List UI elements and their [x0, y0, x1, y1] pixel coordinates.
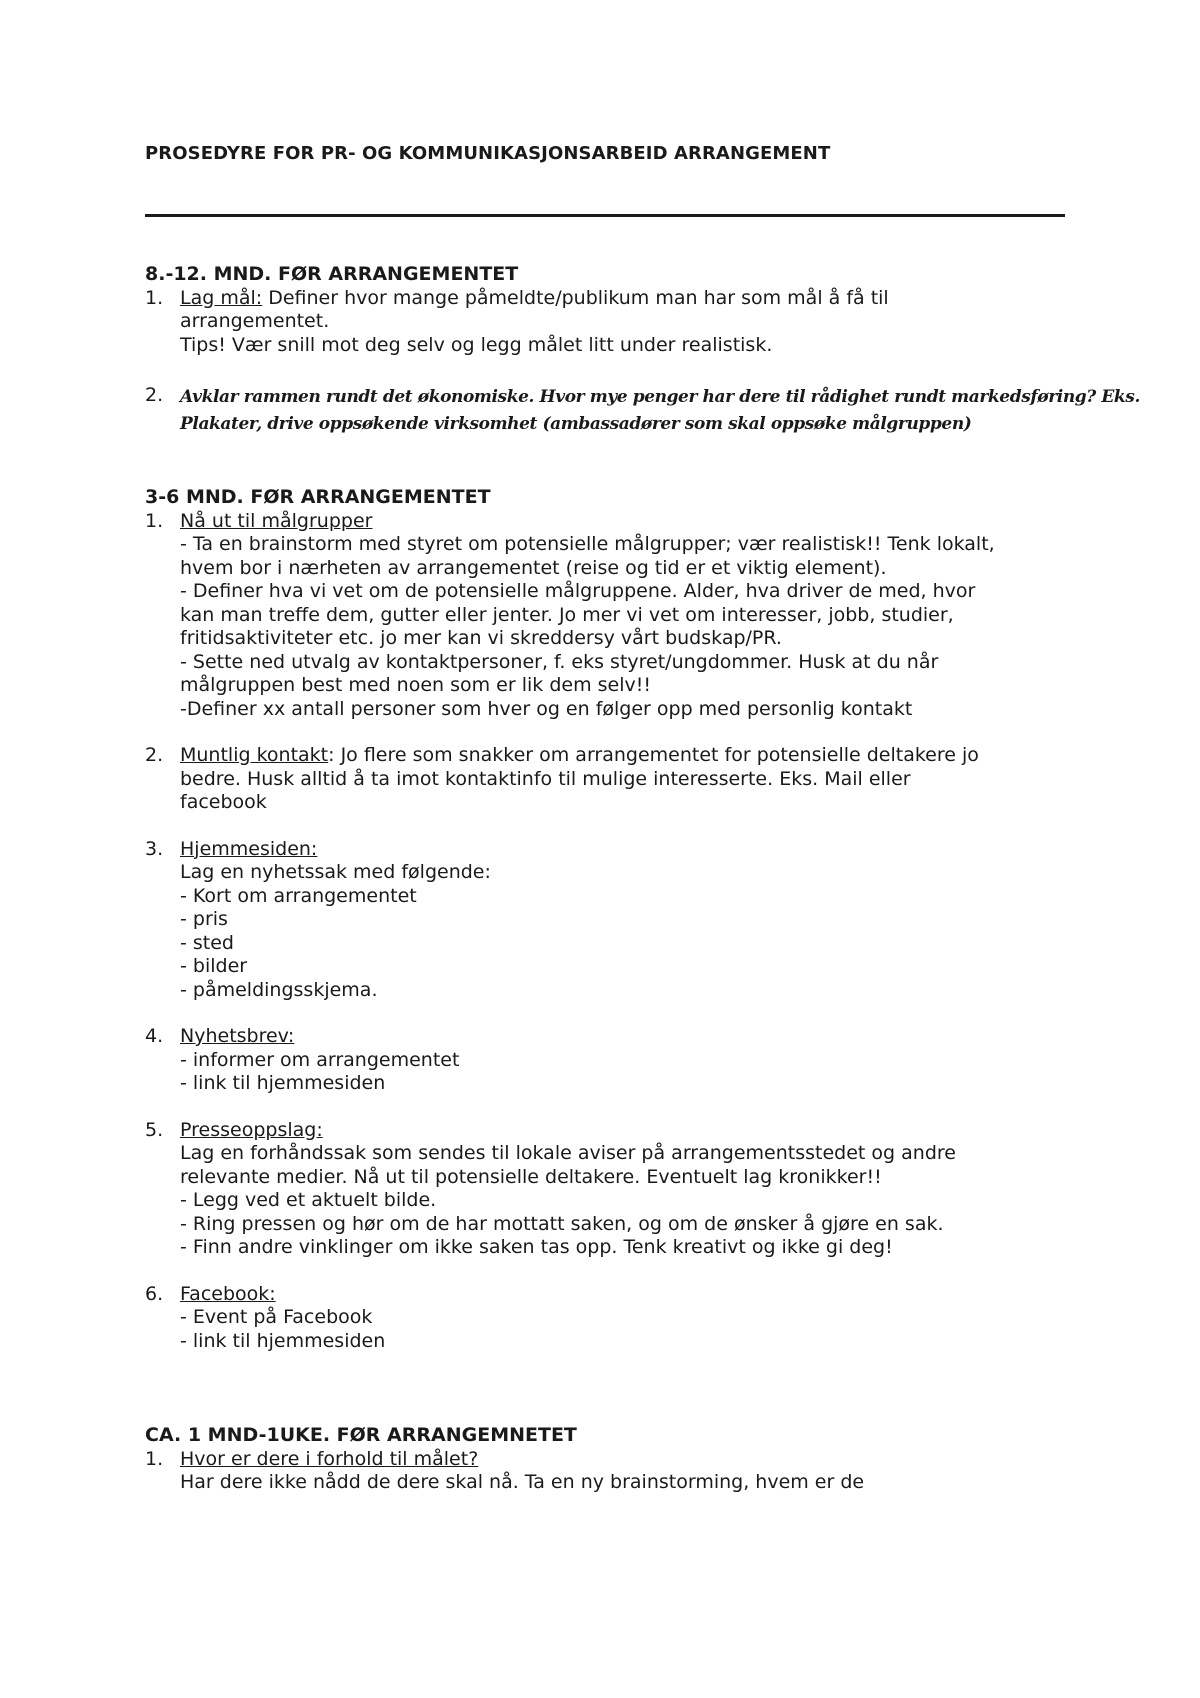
item-line: - Sette ned utvalg av kontaktpersoner, f. eks styret/ungdommer. Husk at du når: [180, 650, 939, 673]
section-list: [145, 286, 1140, 439]
item-number: 1.: [145, 286, 164, 309]
item-line: Plakater, drive oppsøkende virksomhet (ambassadører som skal oppsøke målgruppen): [180, 414, 972, 434]
section-heading: 3-6 MND. FØR ARRANGEMENTET: [145, 486, 491, 508]
section-heading: CA. 1 MND-1UKE. FØR ARRANGEMNETET: [145, 1424, 577, 1446]
section-8-12-months: [145, 263, 1140, 438]
item-line: arrangementet.: [180, 310, 330, 332]
list-item: [145, 510, 1075, 722]
item-line: Lag en nyhetssak med følgende:: [180, 861, 491, 883]
item-label: Hjemmesiden:: [180, 837, 318, 860]
item-line: Lag en forhåndssak som sendes til lokale aviser på arrangementsstedet og andre: [180, 1142, 956, 1164]
section-list: [145, 1448, 1075, 1495]
title-divider: [145, 214, 1065, 217]
item-line: - Ta en brainstorm med styret om potensielle målgrupper; vær realistisk!! Tenk lokalt,: [180, 533, 995, 555]
list-item: [145, 1119, 1075, 1260]
list-item: [145, 838, 1075, 1003]
item-number: 1.: [145, 1447, 164, 1470]
list-item: [145, 744, 1075, 815]
item-line: kan man treffe dem, gutter eller jenter. Jo mer vi vet om interesser, jobb, studier,: [180, 603, 954, 626]
item-line: - Kort om arrangementet: [180, 884, 417, 907]
item-line: - Legg ved et aktuelt bilde.: [180, 1189, 437, 1211]
item-line: - pris: [180, 908, 228, 930]
item-number: 5.: [145, 1118, 164, 1141]
item-line: - bilder: [180, 955, 248, 977]
section-list: [145, 510, 1075, 1354]
item-label: Presseoppslag:: [180, 1118, 323, 1141]
list-item: [145, 287, 1075, 358]
item-number: 2.: [145, 384, 164, 406]
item-line: - link til hjemmesiden: [180, 1329, 386, 1352]
item-line: - link til hjemmesiden: [180, 1072, 386, 1094]
item-line: Tips! Vær snill mot deg selv og legg målet litt under realistisk.: [180, 333, 773, 356]
item-label: Nå ut til målgrupper: [180, 509, 373, 532]
item-line: - Definer hva vi vet om de potensielle målgruppene. Alder, hva driver de med, hvor: [180, 580, 976, 602]
item-number: 1.: [145, 509, 164, 532]
item-line: - informer om arrangementet: [180, 1048, 460, 1071]
item-number: 4.: [145, 1025, 164, 1047]
item-line: bedre. Husk alltid å ta imot kontaktinfo til mulige interesserte. Eks. Mail eller: [180, 767, 911, 790]
item-line: fritidsaktiviteter etc. jo mer kan vi skreddersy vårt budskap/PR.: [180, 627, 782, 649]
list-item: [145, 1448, 1075, 1495]
item-line: Avklar rammen rundt det økonomiske. Hvor mye penger har dere til rådighet rundt markedsføring? Eks.: [180, 387, 1140, 407]
section-1-month-1-week: [145, 1424, 1075, 1495]
item-label: Facebook:: [180, 1282, 276, 1305]
item-line: hvem bor i nærheten av arrangementet (reise og tid er et viktig element).: [180, 556, 887, 579]
document-title: PROSEDYRE FOR PR- OG KOMMUNIKASJONSARBEID ARRANGEMENT: [145, 143, 831, 164]
item-line: relevante medier. Nå ut til potensielle deltakere. Eventuelt lag kronikker!!: [180, 1165, 882, 1188]
item-line: - sted: [180, 931, 234, 954]
item-text: Definer hvor mange påmeldte/publikum man har som mål å få til: [262, 286, 889, 309]
item-line: -Definer xx antall personer som hver og en følger opp med personlig kontakt: [180, 697, 913, 720]
item-line: - Ring pressen og hør om de har mottatt saken, og om de ønsker å gjøre en sak.: [180, 1212, 944, 1235]
list-item: [145, 1283, 1075, 1354]
item-line: facebook: [180, 791, 267, 813]
section-3-6-months: [145, 486, 1075, 1353]
item-line: - Finn andre vinklinger om ikke saken tas opp. Tenk kreativt og ikke gi deg!: [180, 1236, 893, 1258]
list-item: [145, 384, 1140, 438]
section-heading: 8.-12. MND. FØR ARRANGEMENTET: [145, 263, 519, 285]
document-body: [145, 263, 1140, 1495]
item-line: - påmeldingsskjema.: [180, 978, 378, 1001]
item-line: - Event på Facebook: [180, 1306, 373, 1328]
item-label: Muntlig kontakt: [180, 744, 329, 766]
item-number: 2.: [145, 744, 164, 766]
item-label: Lag mål:: [180, 286, 263, 309]
item-line: målgruppen best med noen som er lik dem selv!!: [180, 674, 651, 696]
item-label: Hvor er dere i forhold til målet?: [180, 1447, 479, 1470]
list-item: [145, 1025, 1075, 1096]
item-text: : Jo flere som snakker om arrangementet for potensielle deltakere jo: [328, 744, 979, 766]
item-line: Har dere ikke nådd de dere skal nå. Ta en ny brainstorming, hvem er de: [180, 1471, 865, 1493]
item-number: 6.: [145, 1282, 164, 1305]
item-number: 3.: [145, 837, 164, 860]
item-label: Nyhetsbrev:: [180, 1025, 295, 1047]
